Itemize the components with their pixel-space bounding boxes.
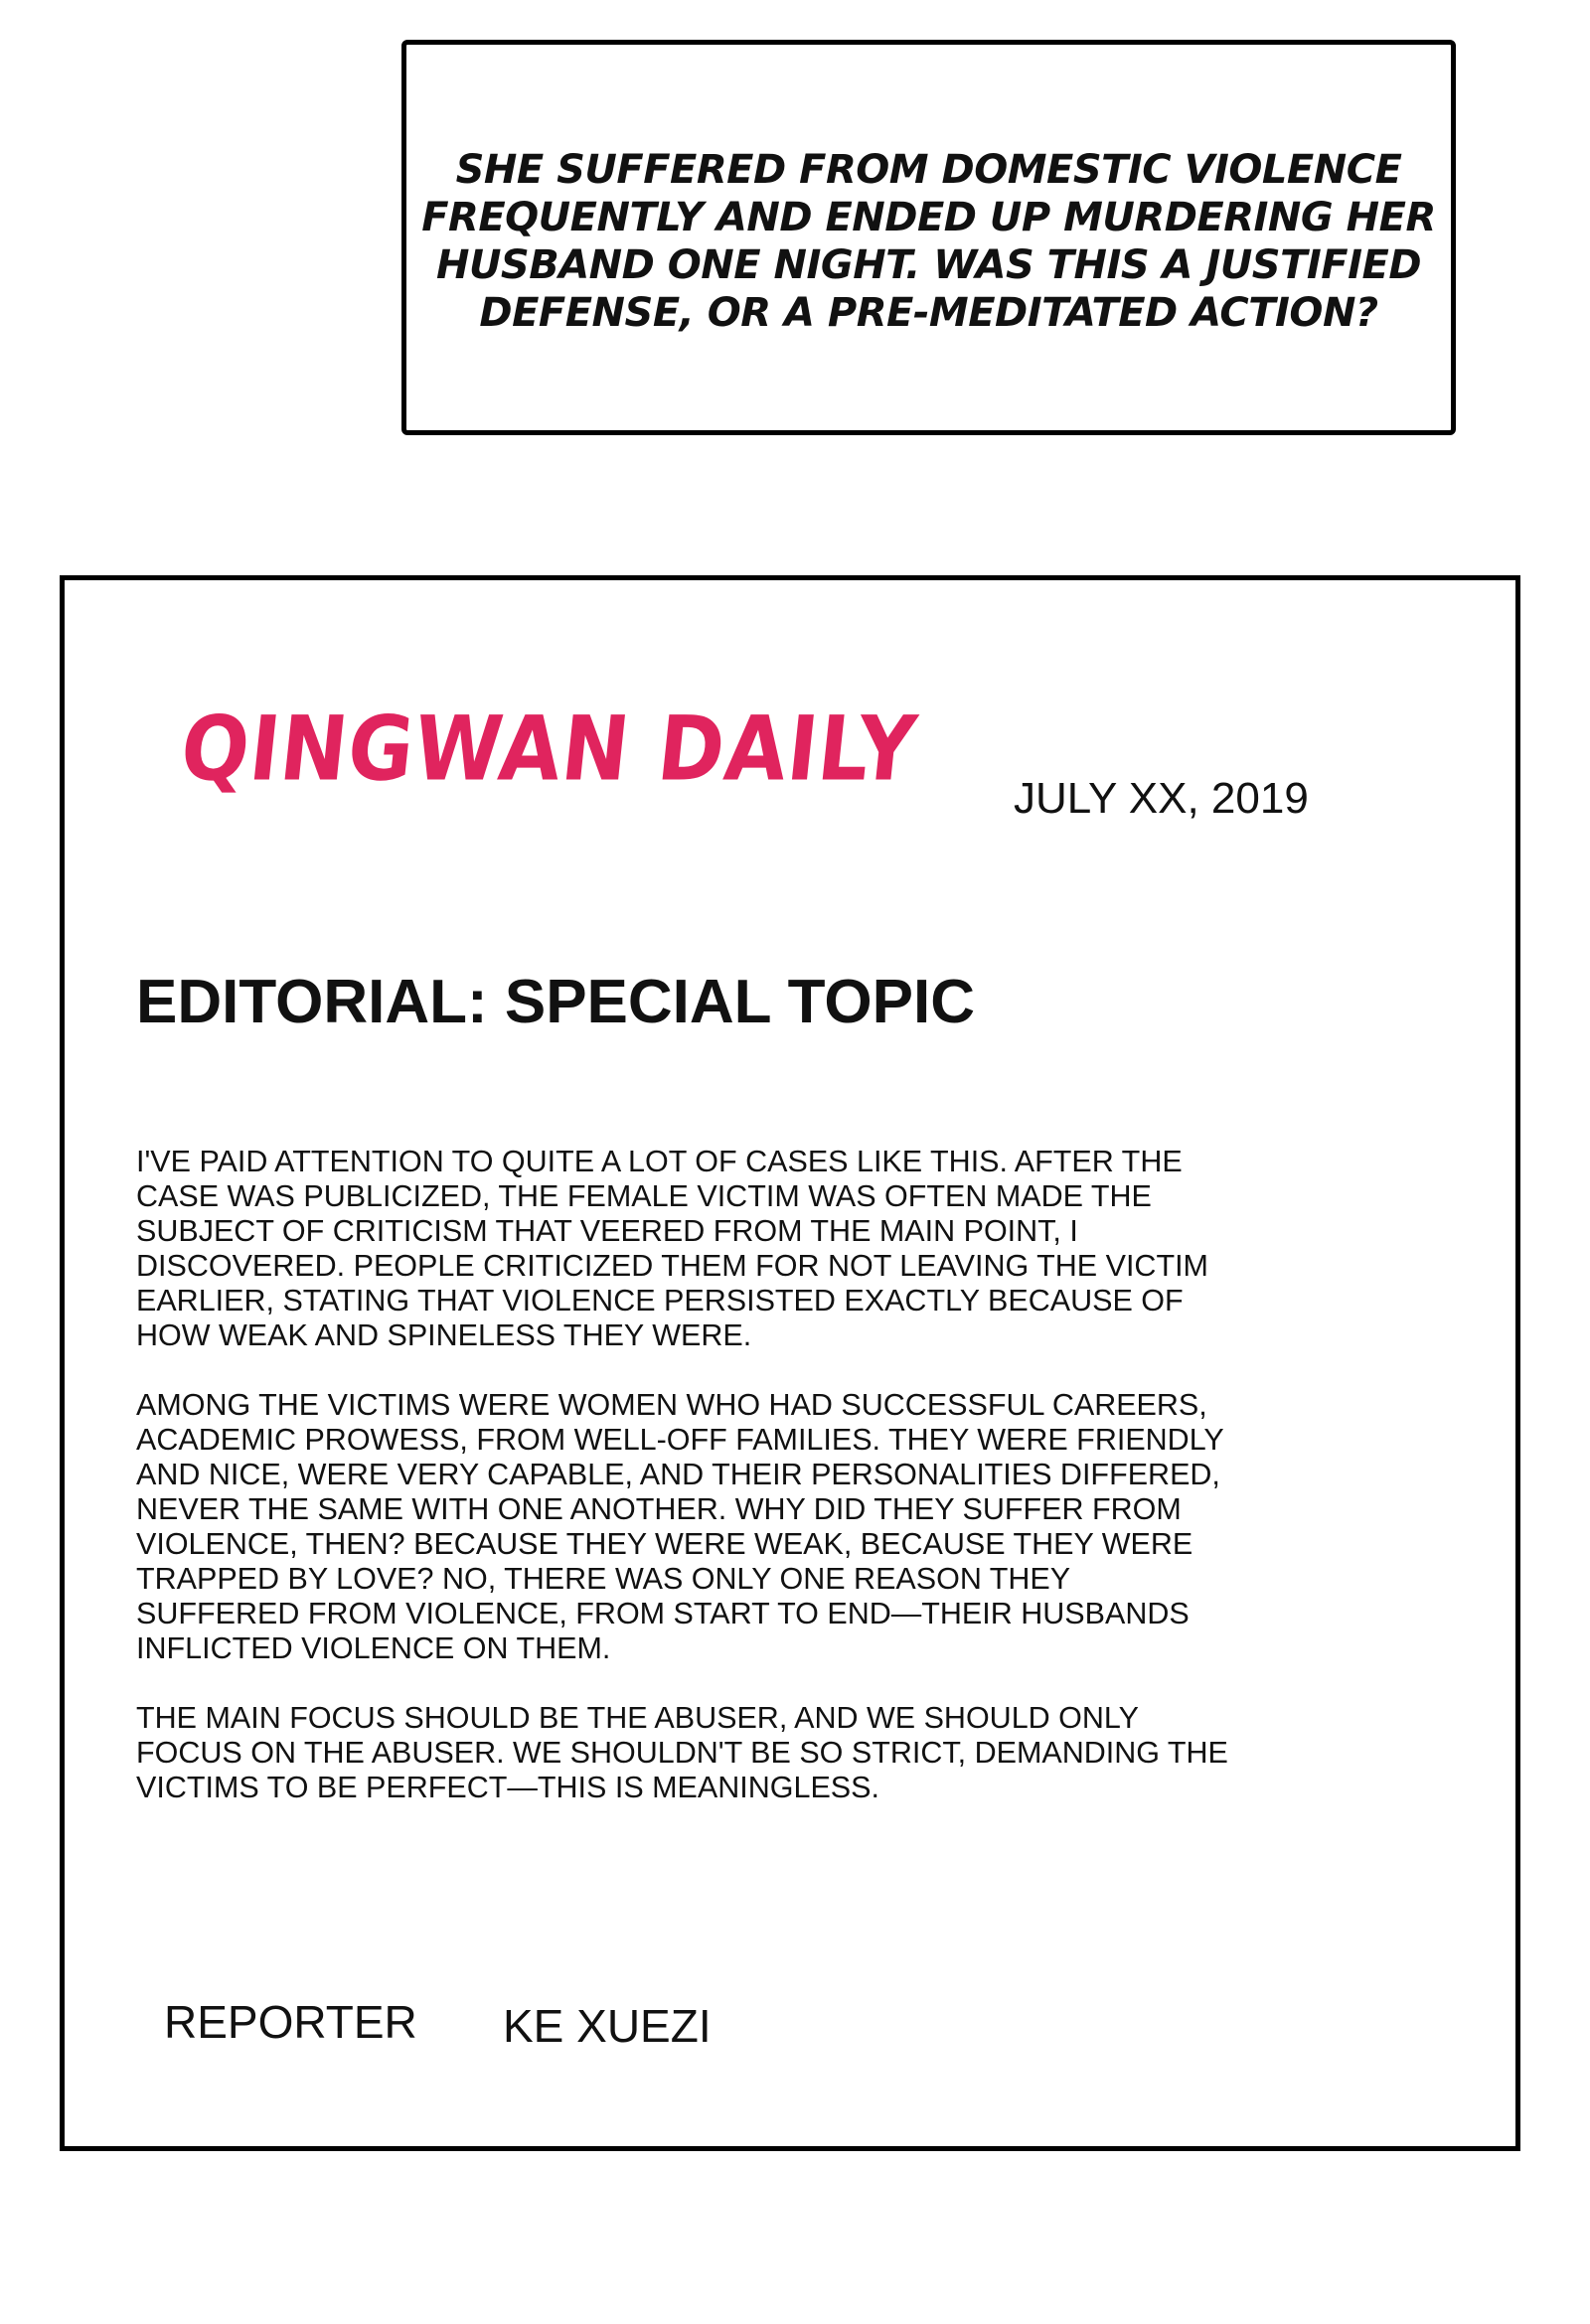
article-line: HOW WEAK AND SPINELESS THEY WERE. [136, 1318, 752, 1352]
article-line: TRAPPED BY LOVE? NO, THERE WAS ONLY ONE REASON THEY [136, 1562, 1071, 1596]
caption-line: SHE SUFFERED FROM DOMESTIC VIOLENCE [455, 147, 1402, 193]
caption-line: HUSBAND ONE NIGHT. WAS THIS A JUSTIFIED [435, 242, 1422, 288]
caption-box [401, 40, 1456, 435]
article-line: SUBJECT OF CRITICISM THAT VEERED FROM THE MAIN POINT, I [136, 1214, 1078, 1248]
article-line: NEVER THE SAME WITH ONE ANOTHER. WHY DID THEY SUFFER FROM [136, 1492, 1182, 1526]
article-line: I'VE PAID ATTENTION TO QUITE A LOT OF CASES LIKE THIS. AFTER THE [136, 1145, 1183, 1178]
article-line: SUFFERED FROM VIOLENCE, FROM START TO END—THEIR HUSBANDS [136, 1597, 1190, 1630]
publication-date: JULY XX, 2019 [1014, 774, 1309, 823]
article-line: DISCOVERED. PEOPLE CRITICIZED THEM FOR NOT LEAVING THE VICTIM [136, 1249, 1208, 1283]
reporter-name: KE XUEZI [503, 2000, 712, 2052]
caption-line: FREQUENTLY AND ENDED UP MURDERING HER [421, 195, 1436, 240]
article-line: VICTIMS TO BE PERFECT—THIS IS MEANINGLESS. [136, 1771, 879, 1804]
article-line: AND NICE, WERE VERY CAPABLE, AND THEIR PERSONALITIES DIFFERED, [136, 1458, 1220, 1491]
article-line: AMONG THE VICTIMS WERE WOMEN WHO HAD SUCCESSFUL CAREERS, [136, 1388, 1207, 1422]
article-line: VIOLENCE, THEN? BECAUSE THEY WERE WEAK, BECAUSE THEY WERE [136, 1527, 1193, 1561]
article-line: THE MAIN FOCUS SHOULD BE THE ABUSER, AND WE SHOULD ONLY [136, 1701, 1139, 1735]
caption-line: DEFENSE, OR A PRE-MEDITATED ACTION? [479, 290, 1378, 336]
article-line: ACADEMIC PROWESS, FROM WELL-OFF FAMILIES. THEY WERE FRIENDLY [136, 1423, 1224, 1457]
article-line: FOCUS ON THE ABUSER. WE SHOULDN'T BE SO STRICT, DEMANDING THE [136, 1736, 1228, 1770]
newspaper-frame [60, 575, 1520, 2151]
newspaper-masthead: QINGWAN DAILY [176, 697, 922, 801]
article-body [136, 1145, 1368, 1840]
caption-text [406, 146, 1451, 337]
article-line: INFLICTED VIOLENCE ON THEM. [136, 1631, 611, 1665]
article-line: EARLIER, STATING THAT VIOLENCE PERSISTED EXACTLY BECAUSE OF [136, 1284, 1184, 1317]
reporter-label: REPORTER [164, 1996, 417, 2048]
section-title: EDITORIAL: SPECIAL TOPIC [136, 968, 975, 1036]
article-paragraph [136, 1388, 1368, 1666]
article-line: CASE WAS PUBLICIZED, THE FEMALE VICTIM WAS OFTEN MADE THE [136, 1179, 1152, 1213]
article-paragraph [136, 1145, 1368, 1353]
article-paragraph [136, 1701, 1368, 1805]
